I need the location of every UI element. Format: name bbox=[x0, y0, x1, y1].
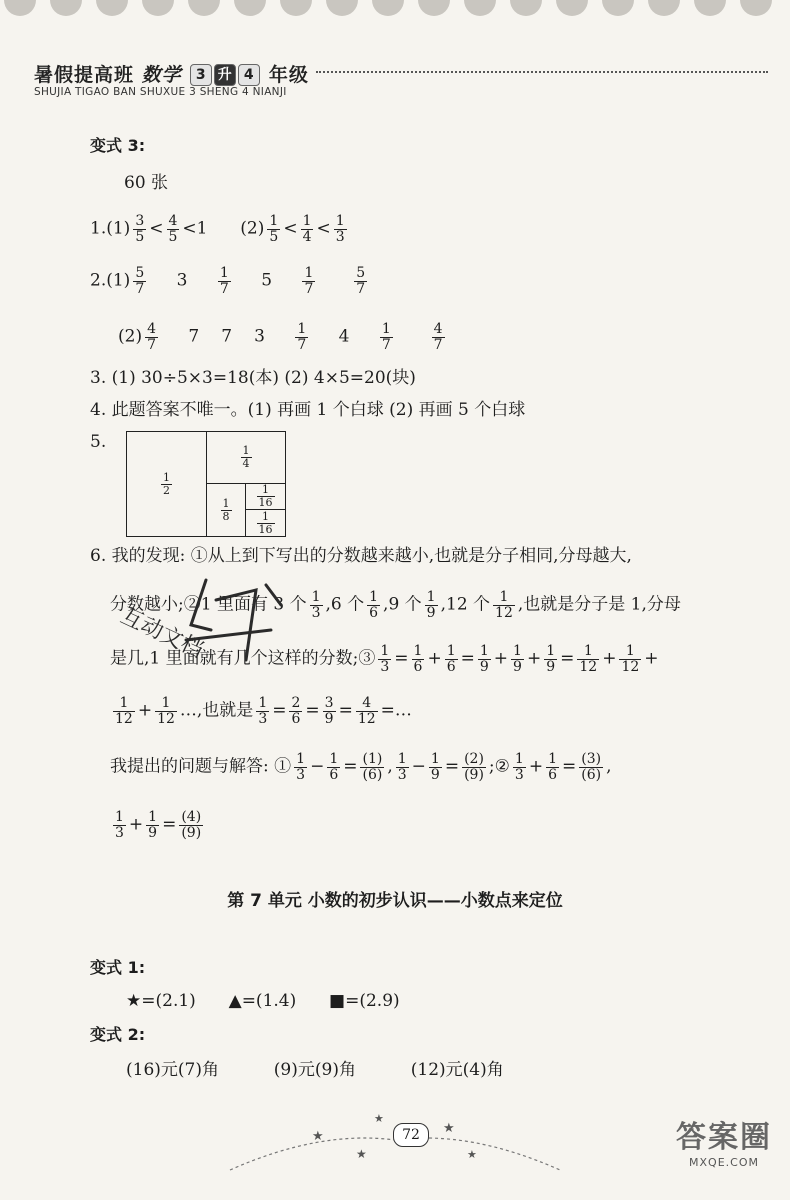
fraction bbox=[577, 644, 599, 674]
less-than: < bbox=[283, 218, 298, 239]
denominator: 6 bbox=[291, 710, 301, 727]
denominator: 3 bbox=[380, 658, 390, 675]
fraction bbox=[146, 810, 159, 840]
grade-from-box: 3 bbox=[190, 64, 212, 86]
denominator: 12 bbox=[495, 604, 513, 621]
numerator: (4) bbox=[181, 809, 202, 825]
chapter-title: 第 7 单元 小数的初步认识——小数点来定位 bbox=[227, 891, 563, 911]
comma: , bbox=[606, 756, 612, 777]
denominator: 3 bbox=[311, 604, 321, 621]
denominator: 12 bbox=[357, 710, 376, 727]
header-title-prefix: 暑假提高班 bbox=[34, 64, 135, 86]
less-than: < bbox=[149, 218, 164, 239]
fraction bbox=[378, 644, 391, 674]
question-2-row-2 bbox=[118, 322, 448, 352]
numerator: 1 bbox=[514, 751, 524, 767]
equals: = bbox=[394, 648, 409, 669]
denominator: 4 bbox=[302, 228, 312, 245]
denominator: 9 bbox=[148, 824, 158, 841]
numerator: 1 bbox=[577, 644, 599, 660]
fraction bbox=[493, 590, 515, 620]
denominator: 3 bbox=[296, 766, 306, 783]
fraction bbox=[161, 472, 172, 496]
numerator: 1 bbox=[397, 751, 407, 767]
denominator: (9) bbox=[464, 766, 484, 783]
square-icon: ■ bbox=[329, 991, 346, 1011]
plus: + bbox=[137, 700, 153, 721]
denominator: (6) bbox=[581, 766, 602, 783]
denominator: 5 bbox=[135, 228, 145, 245]
numerator: 1 bbox=[257, 511, 275, 524]
numerator: 1 bbox=[446, 643, 456, 659]
header-title bbox=[34, 60, 309, 87]
fraction bbox=[425, 590, 438, 620]
numerator: 1 bbox=[115, 809, 124, 825]
denominator: 7 bbox=[135, 280, 145, 297]
fraction bbox=[511, 644, 524, 674]
denominator: 4 bbox=[242, 457, 250, 470]
fraction bbox=[396, 752, 409, 782]
question-2-row-1 bbox=[90, 266, 370, 296]
denominator: 7 bbox=[381, 336, 391, 353]
denominator: 12 bbox=[157, 710, 175, 727]
fraction bbox=[221, 498, 232, 522]
text: …,也就是 bbox=[179, 700, 254, 721]
equals: = bbox=[562, 756, 577, 777]
numerator: 1 bbox=[304, 265, 314, 281]
text: 是几,1 里面就有几个这样的分数;③ bbox=[110, 648, 376, 669]
value: 7 bbox=[188, 326, 200, 347]
denominator: 2 bbox=[163, 483, 170, 497]
denominator: 9 bbox=[324, 710, 334, 727]
text: ② bbox=[494, 756, 510, 777]
denominator: (9) bbox=[181, 824, 202, 841]
numerator: 4 bbox=[433, 321, 443, 337]
fraction bbox=[544, 644, 557, 674]
denominator: 3 bbox=[397, 766, 407, 783]
numerator: 1 bbox=[258, 695, 268, 711]
fraction bbox=[579, 752, 603, 782]
answer-b: (9)元(9)角 bbox=[273, 1060, 356, 1080]
equals: = bbox=[272, 700, 287, 721]
plus: + bbox=[526, 648, 542, 669]
numerator: 1 bbox=[219, 265, 229, 281]
numerator: 1 bbox=[619, 644, 641, 660]
q1-number: 1. bbox=[90, 218, 107, 239]
denominator: 5 bbox=[269, 228, 279, 245]
denominator: 6 bbox=[413, 658, 423, 675]
question-4: 4. 此题答案不唯一。(1) 再画 1 个白球 (2) 再画 5 个白球 bbox=[90, 400, 526, 420]
svg-text:★: ★ bbox=[467, 1148, 477, 1161]
fraction bbox=[429, 752, 442, 782]
fraction bbox=[133, 266, 146, 296]
numerator: 1 bbox=[369, 589, 379, 605]
equals: = bbox=[343, 756, 358, 777]
plus: + bbox=[528, 756, 544, 777]
numerator: 1 bbox=[155, 696, 177, 712]
fraction bbox=[356, 696, 378, 726]
numerator: (3) bbox=[581, 751, 602, 767]
numerator: 2 bbox=[291, 695, 301, 711]
semicolon: ; bbox=[488, 756, 495, 777]
svg-text:★: ★ bbox=[312, 1129, 324, 1144]
numerator: 1 bbox=[493, 590, 515, 606]
numerator: 1 bbox=[513, 643, 522, 659]
q1-part1-label: (1) bbox=[106, 218, 131, 239]
numerator: 1 bbox=[257, 484, 275, 497]
denominator: 9 bbox=[546, 658, 556, 675]
fraction bbox=[513, 752, 526, 782]
fraction bbox=[257, 484, 275, 508]
fraction bbox=[218, 266, 231, 296]
denominator: 9 bbox=[513, 658, 522, 675]
fraction bbox=[113, 810, 126, 840]
watermark-url: MXQE.COM bbox=[689, 1156, 759, 1169]
value: 3 bbox=[176, 270, 188, 291]
fraction bbox=[412, 644, 425, 674]
header-subtitle: SHUJIA TIGAO BAN SHUXUE 3 SHENG 4 NIANJI bbox=[34, 86, 287, 98]
fraction bbox=[323, 696, 336, 726]
answer-a: (16)元(7)角 bbox=[126, 1060, 219, 1080]
plus: + bbox=[427, 648, 442, 669]
question-6-line-6 bbox=[110, 810, 206, 840]
plus: + bbox=[602, 648, 617, 669]
numerator: 1 bbox=[296, 751, 306, 767]
footer-decoration bbox=[0, 1100, 790, 1200]
fraction bbox=[302, 266, 315, 296]
fraction bbox=[267, 214, 280, 244]
watermark-logo: 答案圈 bbox=[676, 1120, 772, 1155]
numerator: 1 bbox=[302, 213, 312, 229]
equals: = bbox=[338, 700, 353, 721]
variant-3-answer: 60 张 bbox=[124, 173, 169, 193]
less-than: < bbox=[316, 218, 331, 239]
chapter-variant-2-label: 变式 2: bbox=[90, 1025, 146, 1044]
denominator: 3 bbox=[115, 824, 124, 841]
numerator: 1 bbox=[335, 213, 345, 229]
svg-text:★: ★ bbox=[374, 1112, 384, 1125]
numerator: 1 bbox=[311, 589, 321, 605]
fraction bbox=[462, 752, 486, 782]
denominator: 12 bbox=[579, 658, 598, 675]
numerator: 4 bbox=[147, 321, 157, 337]
numerator: 1 bbox=[413, 643, 423, 659]
fraction bbox=[546, 752, 559, 782]
denominator: 16 bbox=[258, 496, 273, 509]
fraction bbox=[360, 752, 384, 782]
q2-part1-label: (1) bbox=[106, 270, 131, 291]
denominator: 12 bbox=[115, 710, 133, 727]
denominator: 12 bbox=[621, 658, 640, 675]
chapter-variant-2-answers bbox=[126, 1062, 504, 1079]
numerator: 1 bbox=[381, 321, 391, 337]
fraction bbox=[294, 752, 307, 782]
q2-part2-label: (2) bbox=[118, 326, 143, 347]
denominator: 7 bbox=[433, 336, 443, 353]
denominator: 7 bbox=[297, 336, 307, 353]
denominator: 16 bbox=[258, 522, 273, 536]
grade-to-box: 4 bbox=[238, 64, 260, 86]
equals: = bbox=[380, 700, 395, 721]
equals: = bbox=[460, 648, 475, 669]
stamp-text: 互动文档 bbox=[116, 603, 207, 664]
comma: , bbox=[387, 756, 393, 777]
value: 5 bbox=[261, 270, 273, 291]
text: ,12 个 bbox=[440, 594, 491, 615]
denominator: (6) bbox=[362, 766, 383, 783]
denominator: 9 bbox=[430, 766, 440, 783]
text: 分数越小;②1 里面有 3 个 bbox=[110, 594, 307, 615]
answer-c: (12)元(4)角 bbox=[410, 1060, 504, 1080]
fraction bbox=[478, 644, 491, 674]
numerator: 1 bbox=[297, 321, 307, 337]
fraction bbox=[367, 590, 380, 620]
fraction bbox=[167, 214, 180, 244]
square-value: =(2.9) bbox=[345, 991, 400, 1011]
fraction bbox=[380, 322, 393, 352]
fraction bbox=[334, 214, 347, 244]
equals: = bbox=[444, 756, 460, 777]
minus: − bbox=[411, 756, 426, 777]
q1-part2-label: (2) bbox=[240, 218, 265, 239]
scalloped-top-edge bbox=[0, 0, 790, 30]
svg-text:★: ★ bbox=[356, 1147, 367, 1161]
question-6-line-5 bbox=[110, 752, 612, 782]
handwritten-stamp bbox=[96, 570, 296, 720]
numerator: 1 bbox=[269, 213, 279, 229]
denominator: 7 bbox=[304, 280, 314, 297]
svg-text:★: ★ bbox=[443, 1121, 455, 1136]
denominator: 5 bbox=[168, 228, 178, 245]
text: ,9 个 bbox=[383, 594, 422, 615]
numerator: 1 bbox=[163, 470, 170, 484]
denominator: 3 bbox=[335, 228, 345, 245]
fraction bbox=[145, 322, 158, 352]
question-6-line-4: $\frac{1}{12}$ + $\frac{1}{12}$ …,也就是 $\frac{1}{3}$ = $\frac{2}{6}$ = $\frac{3}{9}$ = $\frac{4}{12}$ =… bbox=[115, 695, 412, 727]
equals: = bbox=[560, 648, 575, 669]
numerator: 5 bbox=[135, 265, 145, 281]
fraction bbox=[327, 752, 340, 782]
question-3: 3. (1) 30÷5×3=18(本) (2) 4×5=20(块) bbox=[90, 368, 416, 388]
chapter-variant-1-answers bbox=[126, 993, 400, 1010]
numerator: 1 bbox=[479, 643, 489, 659]
question-1 bbox=[90, 214, 350, 244]
minus: − bbox=[310, 756, 325, 777]
text: ,也就是分子是 1,分母 bbox=[517, 594, 681, 615]
grade-sheng-box: 升 bbox=[214, 64, 236, 86]
header-grade-suffix: 年级 bbox=[268, 64, 309, 86]
numerator: 3 bbox=[324, 695, 334, 711]
denominator: 7 bbox=[356, 280, 366, 297]
denominator: 8 bbox=[222, 509, 230, 523]
fraction bbox=[445, 644, 458, 674]
numerator: 1 bbox=[380, 643, 390, 659]
equals: = bbox=[305, 700, 320, 721]
numerator: (2) bbox=[464, 751, 484, 767]
variant-3-label: 变式 3: bbox=[90, 136, 146, 155]
page-number: 72 bbox=[393, 1123, 429, 1147]
chapter-variant-1-label: 变式 1: bbox=[90, 958, 146, 977]
plus: + bbox=[128, 814, 144, 835]
numerator: (1) bbox=[362, 751, 383, 767]
numerator: 1 bbox=[426, 589, 436, 605]
value: 3 bbox=[254, 326, 265, 347]
cell-sixteenth-bottom bbox=[246, 510, 285, 536]
fraction bbox=[432, 322, 445, 352]
numerator: 4 bbox=[168, 213, 178, 229]
numerator: 1 bbox=[430, 751, 440, 767]
watermark bbox=[676, 1112, 772, 1169]
numerator: 4 bbox=[356, 696, 378, 712]
q2-number: 2. bbox=[90, 270, 107, 291]
fraction bbox=[179, 810, 203, 840]
equals: = bbox=[162, 814, 177, 835]
denominator: 9 bbox=[479, 658, 489, 675]
denominator: 6 bbox=[329, 766, 339, 783]
star-value: =(2.1) bbox=[141, 991, 196, 1011]
text: ,6 个 bbox=[325, 594, 365, 615]
denominator: 3 bbox=[258, 710, 268, 727]
plus: + bbox=[493, 648, 509, 669]
cell-quarter bbox=[207, 432, 285, 484]
numerator: 1 bbox=[222, 496, 230, 510]
fraction bbox=[619, 644, 641, 674]
denominator: 7 bbox=[147, 336, 157, 353]
triangle-icon: ▲ bbox=[228, 991, 242, 1011]
text: 我提出的问题与解答: ① bbox=[110, 756, 292, 777]
numerator: 1 bbox=[242, 444, 250, 458]
denominator: 6 bbox=[548, 766, 557, 783]
star-icon: ★ bbox=[126, 991, 142, 1011]
cell-eighth bbox=[207, 484, 246, 536]
cell-half bbox=[127, 432, 207, 536]
fraction bbox=[241, 445, 252, 469]
denominator: 7 bbox=[219, 280, 229, 297]
header-subject: 数学 bbox=[141, 64, 182, 86]
value: 7 bbox=[221, 326, 233, 347]
denominator: 6 bbox=[446, 658, 456, 675]
numerator: 1 bbox=[113, 696, 135, 712]
denominator: 6 bbox=[369, 604, 379, 621]
denominator: 3 bbox=[514, 766, 524, 783]
fraction bbox=[257, 511, 275, 535]
fraction bbox=[301, 214, 314, 244]
fraction bbox=[354, 266, 367, 296]
fraction bbox=[133, 214, 146, 244]
numerator: 1 bbox=[148, 809, 158, 825]
header-dotted-rule bbox=[316, 71, 768, 73]
q1-tail: <1 bbox=[182, 218, 208, 239]
denominator: 9 bbox=[426, 604, 436, 621]
value: 4 bbox=[338, 326, 350, 347]
numerator: 1 bbox=[546, 643, 556, 659]
page-header bbox=[34, 58, 774, 108]
question-5-number: 5. bbox=[90, 432, 107, 452]
numerator: 1 bbox=[548, 751, 557, 767]
cell-sixteenth-top bbox=[246, 484, 285, 510]
fraction bbox=[295, 322, 308, 352]
numerator: 5 bbox=[356, 265, 366, 281]
numerator: 1 bbox=[329, 751, 339, 767]
question-6-line-1: 6. 我的发现: ①从上到下写出的分数越来越小,也就是分子相同,分母越大, bbox=[90, 546, 632, 566]
plus: + bbox=[644, 648, 659, 669]
triangle-value: =(1.4) bbox=[241, 991, 297, 1011]
fraction-area-diagram bbox=[126, 431, 286, 537]
fraction bbox=[310, 590, 323, 620]
numerator: 3 bbox=[135, 213, 145, 229]
